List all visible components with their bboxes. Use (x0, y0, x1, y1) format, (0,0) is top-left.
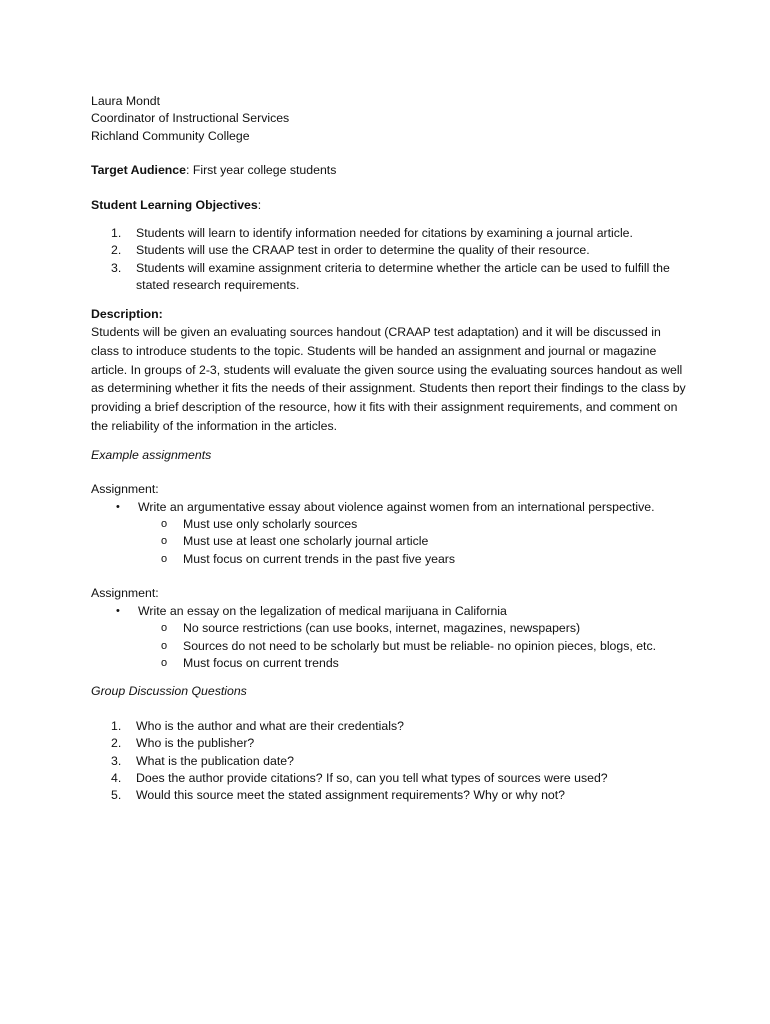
assignment-label: Assignment: (91, 482, 159, 497)
discussion-item: 4. Does the author provide citations? If so, can you tell what types of sources were used? (111, 770, 608, 785)
requirement-item: o Must focus on current trends in the past five years (91, 551, 690, 568)
discussion-item: 2. Who is the publisher? (111, 736, 255, 751)
target-audience-label: Target Audience (91, 163, 186, 178)
target-audience-sep: : (185, 163, 190, 178)
sub-bullet-marker: o (161, 622, 168, 635)
author-institution: Richland Community College (91, 128, 250, 143)
description-heading: Description: (91, 306, 163, 321)
group-discussion-heading: Group Discussion Questions (91, 684, 247, 699)
sub-bullet-marker: o (161, 552, 168, 565)
assignment-task: • Write an argumentative essay about violence against women from an international perspective. (91, 499, 690, 516)
discussion-list (91, 718, 690, 805)
example-assignments-heading: Example assignments (91, 447, 212, 462)
requirement-item: o Must use only scholarly sources (91, 516, 690, 533)
sub-bullet-marker: o (161, 518, 168, 531)
sub-bullet-marker: o (161, 639, 168, 652)
bullet-marker: • (116, 500, 120, 513)
objectives-heading: Student Learning Objectives (91, 197, 258, 212)
author-title: Coordinator of Instructional Services (91, 111, 290, 126)
requirement-item: o Must focus on current trends (91, 655, 690, 672)
assignment-task: • Write an essay on the legalization of medical marijuana in California (91, 603, 690, 620)
discussion-item: 5. Would this source meet the stated assignment requirements? Why or why not? (111, 788, 566, 803)
objective-item: 3. Students will examine assignment criteria to determine whether the article can be used to fulfill the stated research requirements. (111, 260, 670, 293)
description-text: Students will be given an evaluating sources handout (CRAAP test adaptation) and it will be discussed in class to introduce students to the topic. Students will be handed an assignment and journal or magazine article. In groups of 2-3, students will evaluate the given source using the evaluating sources handout as well as determining whether it fits the needs of their assignment. Students then report their findings to the class by providing a brief description of the resource, how it fits with their assignment requirements, and comment on the reliability of the information in the articles. (91, 325, 686, 434)
sub-bullet-marker: o (161, 535, 168, 548)
assignment-label: Assignment: (91, 586, 159, 601)
objectives-list (91, 225, 690, 295)
requirement-item: o Must use at least one scholarly journal article (91, 533, 690, 550)
author-name: Laura Mondt (91, 94, 161, 108)
sub-bullet-marker: o (161, 656, 168, 669)
requirement-item: o Sources do not need to be scholarly but must be reliable- no opinion pieces, blogs, etc. (91, 638, 690, 655)
discussion-item: 1. Who is the author and what are their credentials? (111, 718, 404, 733)
target-audience (91, 162, 690, 179)
objectives-heading-sep: : (257, 197, 262, 212)
objective-item: 1. Students will learn to identify information needed for citations by examining a journal article. (111, 226, 633, 241)
target-audience-value: First year college students (189, 163, 337, 178)
requirement-item: o No source restrictions (can use books, internet, magazines, newspapers) (91, 620, 690, 637)
objective-item: 2. Students will use the CRAAP test in order to determine the quality of their resource. (111, 243, 590, 258)
objectives-heading-line (91, 197, 690, 214)
bullet-marker: • (116, 604, 120, 617)
discussion-item: 3. What is the publication date? (111, 753, 294, 768)
